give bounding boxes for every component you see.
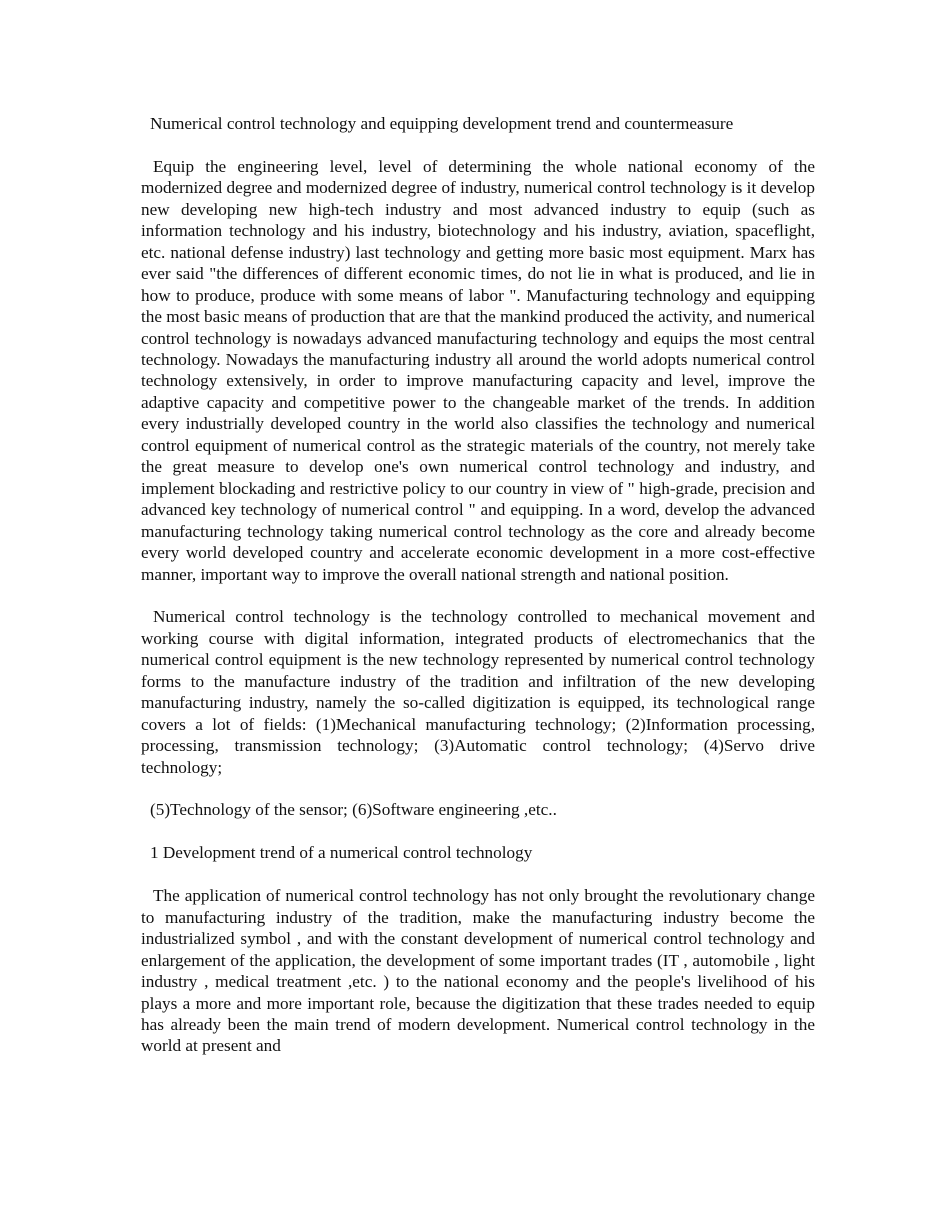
paragraph-application: The application of numerical control technology has not only brought the revolutionary change to manufacturing industry of the tradition, make the manufacturing industry become the industrialized symbol , and with the constant development of numerical control technology and enlargement of the application, the development of some important trades (IT , automobile , light industry , medical treatment ,etc. ) to the national economy and the people's livelihood of his plays a more and more important role, because the digitization that these trades needed to equip has already been the main trend of modern development. Numerical control technology in the world at present and xyxy=(141,886,815,1056)
spacer xyxy=(141,821,815,842)
document-title: Numerical control technology and equipping development trend and countermeasure xyxy=(150,114,734,133)
list-line: (5)Technology of the sensor; (6)Software engineering ,etc.. xyxy=(150,800,557,820)
paragraph-intro: Equip the engineering level, level of determining the whole national economy of the modernized degree and modernized degree of industry, numerical control technology is it develop new developing new high-tech industry and most advanced industry to equip (such as information technology and his industry, biotechnology and his industry, aviation, spaceflight, etc. national defense industry) last technology and getting more basic most equipment. Marx has ever said "the differences of different economic times, do not lie in what is produced, and lie in how to produce, produce with some means of labor ". Manufacturing technology and equipping the most basic means of production that are that the mankind produced the activity, and numerical control technology is nowadays advanced manufacturing technology and equips the most central technology. Nowadays the manufacturing industry all around the world adopts numerical control technology extensively, in order to improve manufacturing capacity and level, improve the adaptive capacity and competitive power to the changeable market of the trends. In addition every industrially developed country in the world also classifies the technology and numerical control equipment of numerical control as the strategic materials of the country, not merely take the great measure to develop one's own numerical control technology and industry, and implement blockading and restrictive policy to our country in view of " high-grade, precision and advanced key technology of numerical control " and equipping. In a word, develop the advanced manufacturing technology taking numerical control technology as the core and already become every world developed country and accelerate economic development in a more cost-effective manner, important way to improve the overall national strength and national position. xyxy=(141,156,815,584)
section-heading: 1 Development trend of a numerical control technology xyxy=(150,843,533,863)
spacer xyxy=(141,134,815,155)
spacer xyxy=(141,864,815,885)
spacer xyxy=(141,585,815,606)
spacer xyxy=(141,778,815,799)
document-page xyxy=(141,113,815,1057)
paragraph-definition: Numerical control technology is the technology controlled to mechanical movement and working course with digital information, integrated products of electromechanics that the numerical control equipment is the new technology represented by numerical control technology forms to the manufacture industry of the tradition and infiltration of the new developing manufacturing industry, namely the so-called digitization is equipped, its technological range covers a lot of fields: (1)Mechanical manufacturing technology; (2)Information processing, processing, transmission technology; (3)Automatic control technology; (4)Servo drive technology; xyxy=(141,607,815,777)
